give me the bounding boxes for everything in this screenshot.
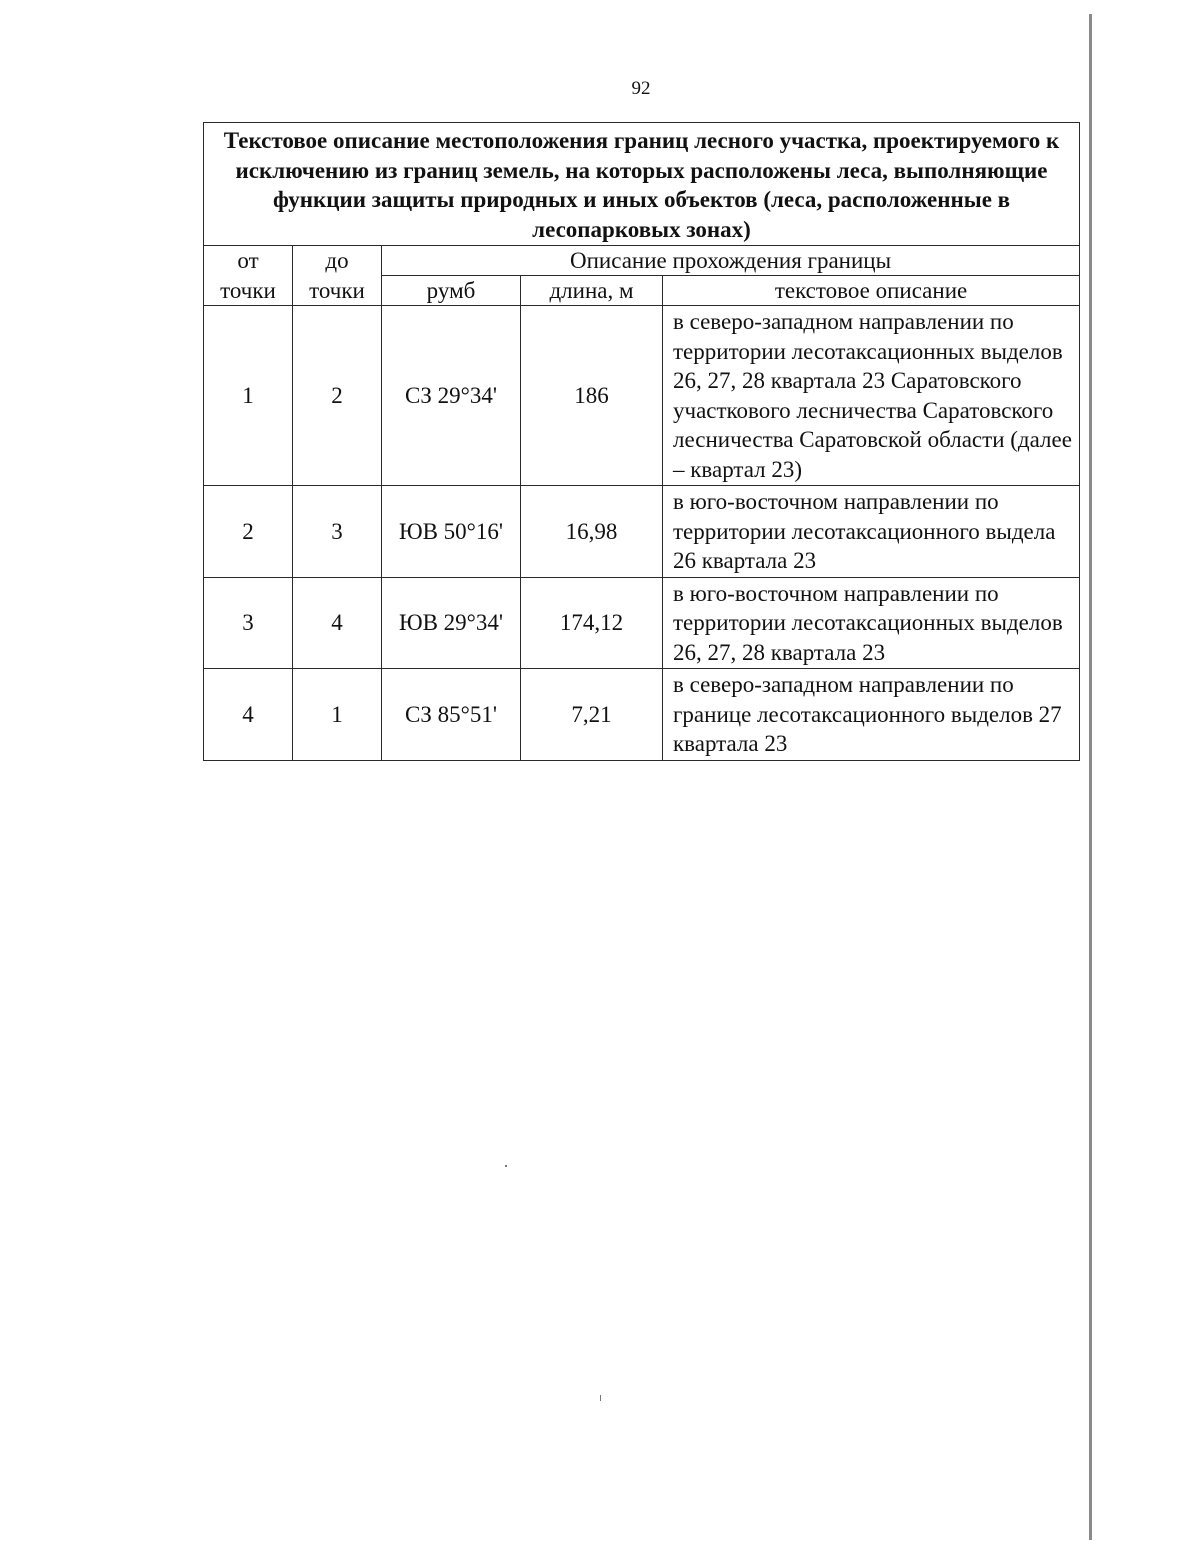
cell-description: в юго-восточном направлении по территории лесотаксационного выдела 26 квартала 23: [663, 486, 1080, 578]
header-text-description: текстовое описание: [663, 276, 1080, 306]
cell-bearing: ЮВ 50°16': [382, 486, 521, 578]
cell-to-point: 2: [293, 306, 382, 486]
table-title-row: [204, 123, 1080, 246]
cell-description: в северо-западном направлении по территории лесотаксационных выделов 26, 27, 28 квартала 23 Саратовского участкового лесничества Саратовского лесничества Саратовской области (далее – квартал 23): [663, 306, 1080, 486]
header-to-point: [293, 246, 382, 306]
header-from-point-line1: от: [237, 248, 259, 273]
scan-speck: [600, 1395, 601, 1401]
boundary-description-table: [203, 122, 1080, 761]
header-to-point-line1: до: [325, 248, 349, 273]
header-length: длина, м: [521, 276, 663, 306]
header-from-point-line2: точки: [220, 277, 276, 303]
header-from-point: [204, 246, 293, 306]
cell-length: 186: [521, 306, 663, 486]
page-number: 92: [631, 78, 651, 99]
cell-bearing: СЗ 29°34': [382, 306, 521, 486]
cell-to-point: 1: [293, 669, 382, 761]
table-row: [204, 306, 1080, 486]
cell-description: в юго-восточном направлении по территории лесотаксационных выделов 26, 27, 28 квартала 23: [663, 577, 1080, 669]
table-row: [204, 577, 1080, 669]
table-title: Текстовое описание местоположения границ лесного участка, проектируемого к исключению из границ земель, на которых расположены леса, выполняющие функции защиты природных и иных объектов (леса, расположенные в лесопарковых зонах): [204, 123, 1080, 246]
cell-from-point: 1: [204, 306, 293, 486]
cell-length: 7,21: [521, 669, 663, 761]
scan-speck: [505, 1165, 507, 1167]
table-row: [204, 486, 1080, 578]
cell-description: в северо-западном направлении по границе лесотаксационного выделов 27 квартала 23: [663, 669, 1080, 761]
header-boundary-description: Описание прохождения границы: [382, 246, 1080, 276]
cell-bearing: СЗ 85°51': [382, 669, 521, 761]
cell-length: 174,12: [521, 577, 663, 669]
cell-bearing: ЮВ 29°34': [382, 577, 521, 669]
header-to-point-line2: точки: [309, 277, 365, 303]
header-bearing: румб: [382, 276, 521, 306]
cell-from-point: 4: [204, 669, 293, 761]
cell-length: 16,98: [521, 486, 663, 578]
scan-edge-line: [1089, 14, 1092, 1540]
table-row: [204, 669, 1080, 761]
cell-to-point: 3: [293, 486, 382, 578]
table-header-row: [204, 246, 1080, 276]
cell-to-point: 4: [293, 577, 382, 669]
cell-from-point: 2: [204, 486, 293, 578]
cell-from-point: 3: [204, 577, 293, 669]
